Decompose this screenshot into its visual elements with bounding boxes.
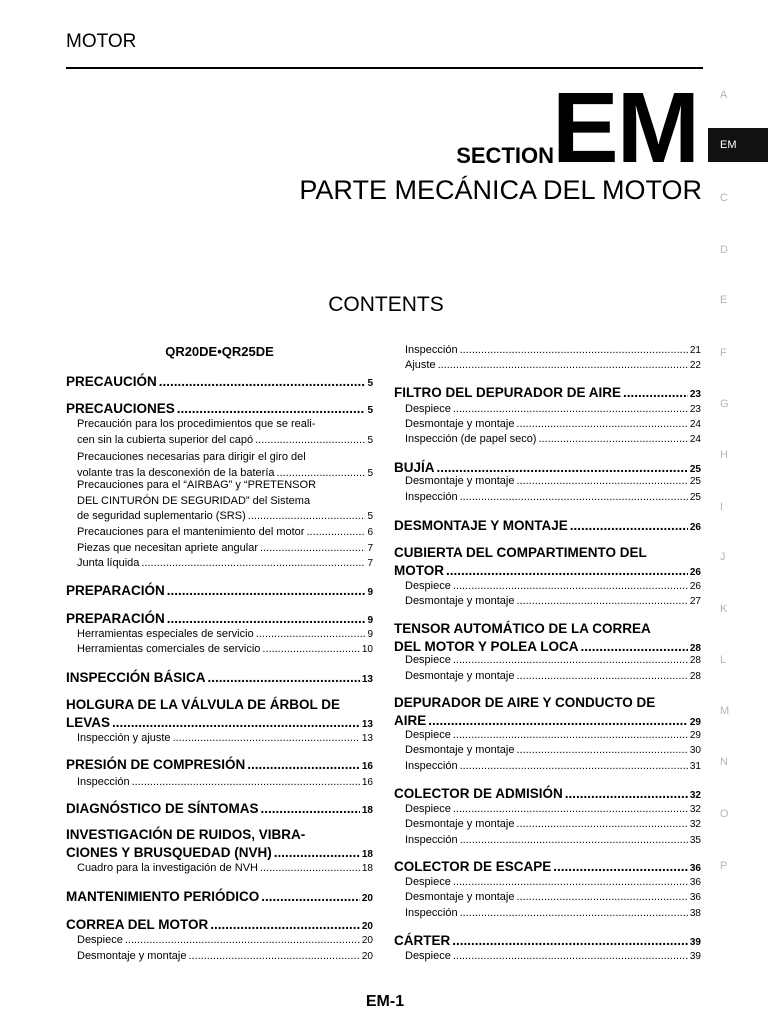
- toc-entry[interactable]: [77, 434, 373, 446]
- toc-entry-page: 21: [689, 345, 701, 356]
- toc-entry-title: Despiece: [405, 654, 451, 666]
- header-rule: [66, 67, 703, 69]
- toc-leader-dots: [538, 433, 687, 445]
- toc-entry-page: 20: [361, 951, 373, 962]
- toc-leader-dots: [516, 670, 687, 682]
- toc-entry-page: 23: [689, 389, 701, 400]
- toc-leader-dots: [453, 403, 688, 415]
- toc-entry-title: Desmontaje y montaje: [77, 950, 187, 962]
- toc-leader-dots: [208, 670, 360, 685]
- toc-entry-title: Despiece: [405, 403, 451, 415]
- toc-entry-title: Herramientas especiales de servicio: [77, 628, 254, 640]
- toc-entry-page: 13: [361, 674, 373, 685]
- toc-entry-page: 18: [361, 805, 373, 816]
- side-tab-o[interactable]: O: [720, 808, 729, 820]
- toc-entry[interactable]: [405, 834, 701, 846]
- toc-leader-dots: [274, 845, 360, 860]
- toc-entry-page: 10: [361, 644, 373, 655]
- toc-leader-dots: [446, 563, 688, 578]
- toc-entry[interactable]: [394, 786, 701, 801]
- toc-entry-title: Desmontaje y montaje: [405, 475, 515, 487]
- toc-entry-page: 25: [689, 464, 701, 475]
- toc-entry[interactable]: [66, 715, 373, 730]
- toc-entry[interactable]: [405, 744, 701, 756]
- toc-entry-title: Desmontaje y montaje: [405, 891, 515, 903]
- toc-leader-dots: [255, 434, 365, 446]
- toc-entry-page: 5: [367, 405, 373, 416]
- page-number: EM-1: [365, 993, 405, 1010]
- side-tab-m[interactable]: M: [720, 705, 730, 717]
- toc-entry-title: Despiece: [405, 950, 451, 962]
- toc-leader-dots: [277, 467, 366, 479]
- toc-entry-page: 24: [689, 419, 701, 430]
- toc-entry-line: Precauciones necesarias para dirigir el giro del: [77, 451, 306, 463]
- toc-entry[interactable]: [394, 563, 701, 578]
- toc-leader-dots: [248, 510, 366, 522]
- toc-entry-title: Inspección: [405, 491, 458, 503]
- toc-entry[interactable]: [394, 933, 701, 948]
- toc-entry-page: 36: [689, 877, 701, 888]
- toc-entry-title: BUJÍA: [394, 460, 435, 475]
- side-tab-i[interactable]: I: [720, 501, 724, 513]
- toc-entry-page: 18: [361, 863, 373, 874]
- contents-title: CONTENTS: [328, 293, 444, 316]
- toc-entry-line: Precauciones para el “AIRBAG” y “PRETENSOR: [77, 479, 317, 491]
- toc-leader-dots: [453, 803, 688, 815]
- toc-leader-dots: [570, 518, 688, 533]
- toc-entry-title: COLECTOR DE ESCAPE: [394, 859, 552, 874]
- toc-entry[interactable]: [66, 801, 373, 816]
- toc-entry-page: 26: [689, 522, 701, 533]
- toc-leader-dots: [516, 744, 687, 756]
- toc-entry-title: Piezas que necesitan apriete angular: [77, 542, 259, 554]
- side-tab-k[interactable]: K: [720, 603, 728, 615]
- side-tab-em[interactable]: EM: [708, 128, 768, 162]
- side-tab-n[interactable]: N: [720, 756, 728, 768]
- toc-entry-line: CUBIERTA DEL COMPARTIMENTO DEL: [394, 545, 647, 560]
- toc-entry-page: 25: [689, 492, 701, 503]
- toc-entry-title: Despiece: [77, 934, 123, 946]
- toc-entry-page: 32: [689, 804, 701, 815]
- toc-entry-title: CORREA DEL MOTOR: [66, 917, 209, 932]
- toc-leader-dots: [453, 580, 688, 592]
- toc-entry[interactable]: [394, 518, 701, 533]
- toc-entry-title: Desmontaje y montaje: [405, 670, 515, 682]
- toc-entry[interactable]: [66, 374, 373, 389]
- side-tab-f[interactable]: F: [720, 347, 727, 359]
- toc-entry-page: 28: [689, 643, 701, 654]
- side-tab-p[interactable]: P: [720, 860, 728, 872]
- toc-leader-dots: [516, 891, 687, 903]
- toc-entry[interactable]: [405, 491, 701, 503]
- toc-leader-dots: [460, 344, 688, 356]
- toc-entry-page: 5: [367, 378, 373, 389]
- toc-entry-title: CIONES Y BRUSQUEDAD (NVH): [66, 845, 272, 860]
- toc-entry-title: Inspección (de papel seco): [405, 433, 537, 445]
- toc-entry-page: 7: [367, 558, 373, 569]
- toc-entry[interactable]: [394, 859, 701, 874]
- toc-entry[interactable]: [66, 889, 373, 904]
- toc-leader-dots: [428, 713, 688, 728]
- toc-entry-title: PREPARACIÓN: [66, 583, 165, 598]
- toc-entry-page: 27: [689, 596, 701, 607]
- toc-entry-title: Desmontaje y montaje: [405, 744, 515, 756]
- toc-entry[interactable]: [394, 385, 701, 400]
- toc-leader-dots: [437, 460, 688, 475]
- toc-entry-page: 6: [367, 527, 373, 538]
- toc-entry[interactable]: [66, 583, 373, 598]
- toc-entry[interactable]: [405, 907, 701, 919]
- toc-entry-line: DEPURADOR DE AIRE Y CONDUCTO DE: [394, 695, 656, 710]
- toc-entry-title: MANTENIMIENTO PERIÓDICO: [66, 889, 260, 904]
- toc-leader-dots: [125, 934, 360, 946]
- toc-entry-page: 5: [367, 434, 373, 446]
- toc-entry-page: 31: [689, 761, 701, 772]
- toc-entry-line: INVESTIGACIÓN DE RUIDOS, VIBRA-: [66, 827, 306, 842]
- side-tab-j[interactable]: J: [720, 551, 726, 563]
- toc-entry-page: 16: [361, 777, 373, 788]
- toc-entry-page: 36: [689, 863, 701, 874]
- toc-entry-title: Inspección y ajuste: [77, 732, 171, 744]
- section-code: EM: [552, 72, 698, 184]
- toc-entry-page: 18: [361, 849, 373, 860]
- toc-entry[interactable]: [405, 891, 701, 903]
- toc-entry[interactable]: [405, 729, 701, 741]
- side-tab-a[interactable]: A: [720, 89, 728, 101]
- toc-leader-dots: [453, 876, 688, 888]
- toc-entry-title: CÁRTER: [394, 933, 451, 948]
- toc-entry-page: 30: [689, 745, 701, 756]
- toc-entry[interactable]: [77, 628, 373, 640]
- toc-leader-dots: [565, 786, 688, 801]
- toc-entry-title: DIAGNÓSTICO DE SÍNTOMAS: [66, 801, 259, 816]
- toc-leader-dots: [260, 862, 360, 874]
- toc-entry-title: volante tras la desconexión de la batería: [77, 466, 275, 479]
- toc-leader-dots: [261, 801, 360, 816]
- toc-entry-page: 39: [689, 951, 701, 962]
- toc-entry-line: Precaución para los procedimientos que se reali-: [77, 418, 316, 430]
- toc-entry-page: 28: [689, 655, 701, 666]
- toc-entry-title: Despiece: [405, 876, 451, 888]
- toc-entry[interactable]: [405, 433, 701, 445]
- toc-entry-page: 5: [367, 511, 373, 522]
- toc-entry-title: INSPECCIÓN BÁSICA: [66, 670, 206, 685]
- toc-entry[interactable]: [405, 595, 701, 607]
- toc-entry-page: 7: [367, 543, 373, 554]
- toc-leader-dots: [460, 760, 688, 772]
- toc-entry-page: 20: [361, 921, 373, 932]
- toc-entry-title: PRECAUCIONES: [66, 401, 175, 416]
- toc-entry[interactable]: [77, 776, 373, 788]
- toc-entry[interactable]: [405, 876, 701, 888]
- toc-entry-title: Inspección: [405, 907, 458, 919]
- toc-entry[interactable]: [77, 510, 373, 522]
- toc-leader-dots: [460, 907, 688, 919]
- toc-entry-line: DEL CINTURÓN DE SEGURIDAD” del Sistema: [77, 494, 311, 507]
- toc-entry-title: PREPARACIÓN: [66, 611, 165, 626]
- toc-leader-dots: [112, 715, 360, 730]
- side-tab-h[interactable]: H: [720, 449, 728, 461]
- toc-entry-line: TENSOR AUTOMÁTICO DE LA CORREA: [394, 621, 651, 636]
- toc-entry[interactable]: [66, 611, 373, 626]
- toc-entry[interactable]: [405, 344, 701, 356]
- toc-leader-dots: [167, 611, 366, 626]
- toc-entry-page: 16: [361, 761, 373, 772]
- toc-entry[interactable]: [77, 934, 373, 946]
- toc-leader-dots: [452, 933, 688, 948]
- toc-entry-title: Ajuste: [405, 359, 436, 371]
- toc-entry-title: DESMONTAJE Y MONTAJE: [394, 518, 568, 533]
- toc-entry[interactable]: [394, 713, 701, 728]
- side-tab-e[interactable]: E: [720, 294, 728, 306]
- toc-entry-title: PRECAUCIÓN: [66, 374, 157, 389]
- toc-entry-title: LEVAS: [66, 715, 111, 730]
- toc-entry-title: MOTOR: [394, 563, 444, 578]
- toc-leader-dots: [516, 418, 687, 430]
- section-word: SECTION: [456, 143, 554, 168]
- toc-entry-title: Desmontaje y montaje: [405, 818, 515, 830]
- toc-leader-dots: [460, 491, 688, 503]
- toc-entry-page: 20: [361, 893, 373, 904]
- toc-leader-dots: [553, 859, 688, 874]
- toc-leader-dots: [623, 385, 688, 400]
- toc-entry-title: Precauciones para el mantenimiento del motor: [77, 526, 305, 538]
- toc-leader-dots: [453, 729, 688, 741]
- toc-leader-dots: [453, 654, 688, 666]
- toc-leader-dots: [177, 401, 366, 416]
- toc-entry[interactable]: [77, 643, 373, 655]
- toc-entry-title: Desmontaje y montaje: [405, 418, 515, 430]
- toc-leader-dots: [306, 526, 365, 538]
- toc-entry[interactable]: [405, 475, 701, 487]
- toc-entry[interactable]: [394, 460, 701, 475]
- toc-entry-page: 29: [689, 717, 701, 728]
- toc-entry-page: 13: [361, 733, 373, 744]
- toc-entry-page: 9: [367, 615, 373, 626]
- toc-entry-page: 26: [689, 581, 701, 592]
- toc-entry[interactable]: [405, 359, 701, 371]
- toc-entry-page: 38: [689, 908, 701, 919]
- toc-entry[interactable]: [77, 950, 373, 962]
- toc-entry[interactable]: [405, 818, 701, 830]
- toc-entry-page: 32: [689, 819, 701, 830]
- toc-leader-dots: [141, 557, 365, 569]
- toc-entry-title: Inspección: [405, 834, 458, 846]
- toc-entry-page: 25: [689, 476, 701, 487]
- toc-entry-page: 23: [689, 404, 701, 415]
- toc-leader-dots: [167, 583, 366, 598]
- toc-entry-page: 20: [361, 935, 373, 946]
- side-tab-g[interactable]: G: [720, 398, 729, 410]
- side-tab-c[interactable]: C: [720, 192, 728, 204]
- toc-entry[interactable]: [394, 639, 701, 654]
- toc-entry[interactable]: [66, 401, 373, 416]
- toc-entry-title: de seguridad suplementario (SRS): [77, 510, 246, 522]
- model-heading: QR20DE•QR25DE: [165, 344, 274, 359]
- toc-leader-dots: [173, 732, 360, 744]
- toc-leader-dots: [132, 776, 360, 788]
- toc-entry-title: Inspección: [405, 344, 458, 356]
- toc-entry[interactable]: [405, 670, 701, 682]
- toc-entry[interactable]: [66, 845, 373, 860]
- toc-entry[interactable]: [405, 403, 701, 415]
- toc-leader-dots: [247, 757, 360, 772]
- header-label: MOTOR: [66, 31, 137, 52]
- toc-entry-page: 24: [689, 434, 701, 445]
- toc-entry[interactable]: [66, 670, 373, 685]
- toc-entry[interactable]: [77, 557, 373, 569]
- toc-entry[interactable]: [405, 654, 701, 666]
- toc-leader-dots: [460, 834, 688, 846]
- toc-entry-title: Inspección: [405, 760, 458, 772]
- toc-leader-dots: [210, 917, 360, 932]
- toc-leader-dots: [262, 643, 359, 655]
- side-tab-l[interactable]: L: [720, 654, 727, 666]
- toc-entry-title: COLECTOR DE ADMISIÓN: [394, 786, 563, 801]
- side-tab-d[interactable]: D: [720, 244, 728, 256]
- toc-entry[interactable]: [77, 467, 373, 479]
- toc-entry[interactable]: [66, 757, 373, 772]
- toc-entry[interactable]: [405, 580, 701, 592]
- toc-entry-page: 13: [361, 719, 373, 730]
- toc-entry-page: 22: [689, 360, 701, 371]
- toc-entry[interactable]: [77, 526, 373, 538]
- toc-entry[interactable]: [66, 917, 373, 932]
- toc-entry-page: 28: [689, 671, 701, 682]
- toc-entry-page: 5: [367, 467, 373, 479]
- toc-leader-dots: [261, 889, 360, 904]
- toc-entry[interactable]: [77, 542, 373, 554]
- toc-entry-title: Despiece: [405, 580, 451, 592]
- toc-leader-dots: [260, 542, 365, 554]
- toc-leader-dots: [516, 475, 687, 487]
- toc-entry-title: DEL MOTOR Y POLEA LOCA: [394, 639, 579, 654]
- toc-entry-page: 35: [689, 835, 701, 846]
- toc-entry-page: 26: [689, 567, 701, 578]
- toc-entry-page: 29: [689, 730, 701, 741]
- toc-entry[interactable]: [405, 760, 701, 772]
- toc-leader-dots: [438, 359, 688, 371]
- toc-entry-title: cen sin la cubierta superior del capó: [77, 433, 254, 446]
- toc-leader-dots: [516, 595, 687, 607]
- toc-entry[interactable]: [405, 803, 701, 815]
- toc-entry-title: Cuadro para la investigación de NVH: [77, 862, 258, 874]
- toc-entry-title: PRESIÓN DE COMPRESIÓN: [66, 757, 246, 772]
- toc-entry[interactable]: [77, 732, 373, 744]
- toc-entry-title: AIRE: [394, 713, 427, 728]
- toc-entry-page: 32: [689, 790, 701, 801]
- toc-entry-page: 39: [689, 937, 701, 948]
- toc-entry-title: Despiece: [405, 729, 451, 741]
- toc-leader-dots: [453, 950, 688, 962]
- toc-leader-dots: [516, 818, 687, 830]
- toc-leader-dots: [188, 950, 359, 962]
- toc-entry[interactable]: [405, 418, 701, 430]
- toc-entry[interactable]: [77, 862, 373, 874]
- toc-entry-title: Inspección: [77, 776, 130, 788]
- toc-leader-dots: [159, 374, 366, 389]
- toc-entry-title: Despiece: [405, 803, 451, 815]
- toc-entry-title: Desmontaje y montaje: [405, 595, 515, 607]
- toc-entry-line: HOLGURA DE LA VÁLVULA DE ÁRBOL DE: [66, 697, 341, 712]
- toc-entry-title: FILTRO DEL DEPURADOR DE AIRE: [394, 385, 622, 400]
- toc-leader-dots: [256, 628, 366, 640]
- toc-entry-title: Junta líquida: [77, 557, 140, 569]
- section-title: PARTE MECÁNICA DEL MOTOR: [299, 175, 702, 205]
- toc-entry[interactable]: [405, 950, 701, 962]
- toc-leader-dots: [581, 639, 688, 654]
- toc-entry-page: 36: [689, 892, 701, 903]
- toc-entry-page: 9: [367, 587, 373, 598]
- toc-entry-page: 9: [367, 629, 373, 640]
- toc-entry-title: Herramientas comerciales de servicio: [77, 643, 261, 655]
